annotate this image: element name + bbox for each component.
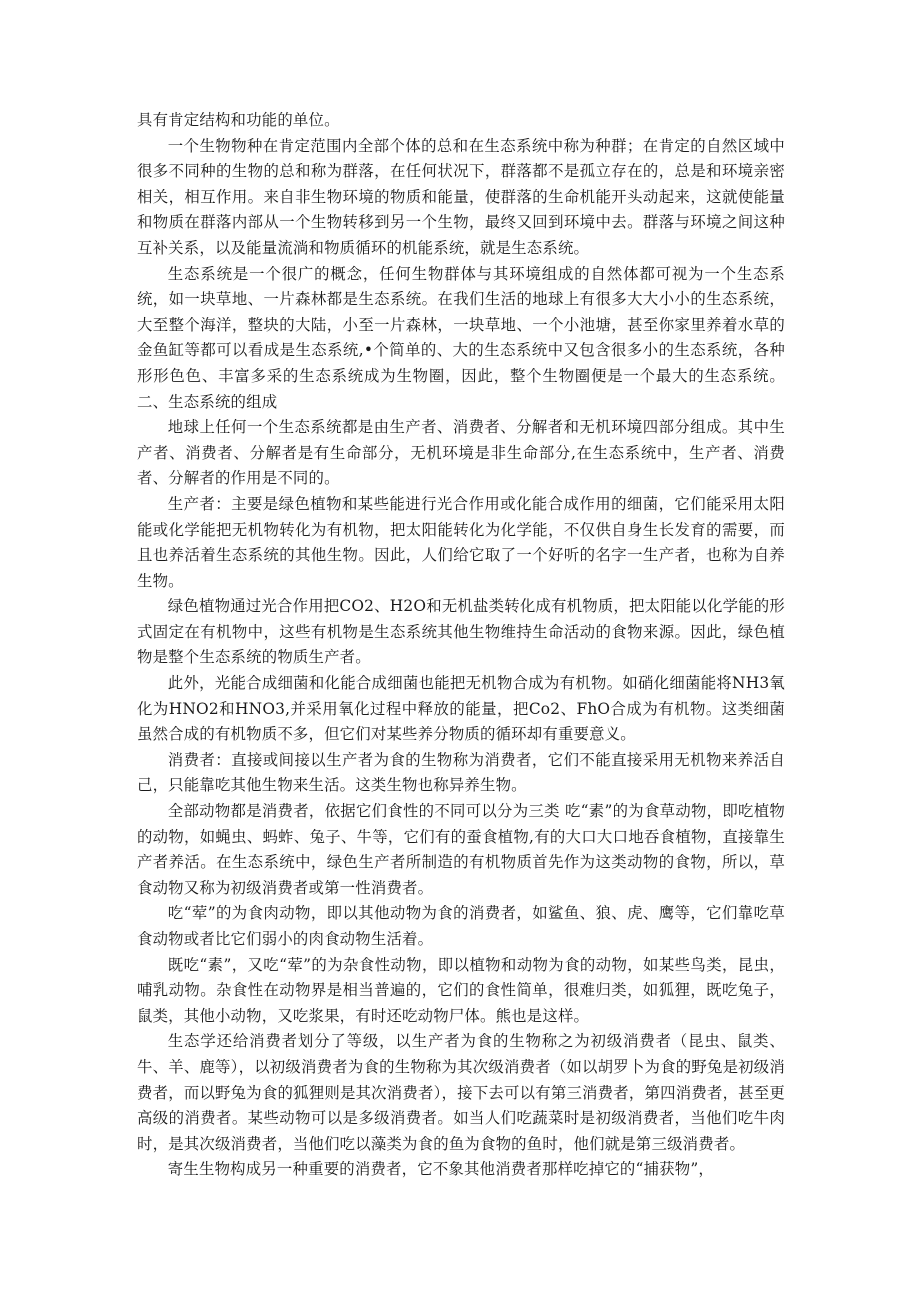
paragraph-consumers: 消费者：直接或间接以生产者为食的生物称为消费者，它们不能直接采用无机物来养活自己，只能靠吃其他生物来生活。这类生物也称异养生物。 xyxy=(137,750,785,795)
paragraph-ecosystem-composition: 地球上任何一个生态系统都是由生产者、消费者、分解者和无机环境四部分组成。其中生产者、消费者、分解者是有生命部分，无机环境是非生命部分,在生态系统中，生产者、消费者、分解者的作用是不同的。 xyxy=(137,418,785,488)
paragraph-consumer-levels: 生态学还给消费者划分了等级，以生产者为食的生物称之为初级消费者（昆虫、鼠类、牛、羊、鹿等），以初级消费者为食的生物称为其次级消费者（如以胡罗卜为食的野兔是初级消费者，而以野兔为食的狐狸则是其次消费者），接下去可以有第三消费者，第四消费者，甚至更高级的消费者。某些动物可以是多级消费者。如当人们吃蔬菜时是初级消费者，当他们吃牛肉时，是其次级消费者，当他们吃以藻类为食的鱼为食物的鱼时，他们就是第三级消费者。 xyxy=(137,1032,785,1153)
paragraph-green-plants: 绿色植物通过光合作用把CO2、H2O和无机盐类转化成有机物质，把太阳能以化学能的形式固定在有机物中，这些有机物是生态系统其他生物维持生命活动的食物来源。因此，绿色植物是整个生态系统的物质生产者。 xyxy=(137,597,785,667)
paragraph-continuation: 具有肯定结构和功能的单位。 xyxy=(137,111,340,129)
paragraph-ecosystem-concept: 生态系统是一个很广的概念，任何生物群体与其环境组成的自然体都可视为一个生态系统，如一块草地、一片森林都是生态系统。在我们生活的地球上有很多大大小小的生态系统，大至整个海洋，整块的大陆，小至一片森林，一块草地、一个小池塘，甚至你家里养着水草的金鱼缸等都可以看成是生态系统,•个简单的、大的生态系统中又包含很多小的生态系统，各种形形色色、丰富多采的生态系统成为生物圈，因此，整个生物圈便是一个最大的生态系统。二、生态系统的组成 xyxy=(137,264,785,411)
paragraph-herbivores: 全部动物都是消费者，依据它们食性的不同可以分为三类 吃“素”的为食草动物，即吃植物的动物，如蝇虫、蚂蚱、兔子、牛等，它们有的蚕食植物,有的大口大口地吞食植物，直接靠生产者养活。在生态系统中，绿色生产者所制造的有机物质首先作为这类动物的食物，所以，草食动物又称为初级消费者或第一性消费者。 xyxy=(137,802,785,897)
document-body xyxy=(137,108,785,1183)
paragraph-omnivores: 既吃“素”，又吃“荤”的为杂食性动物，即以植物和动物为食的动物，如某些鸟类，昆虫，哺乳动物。杂食性在动物界是相当普遍的，它们的食性简单，很难归类，如狐狸，既吃兔子，鼠类，其他小动物，又吃浆果，有时还吃动物尸体。熊也是这样。 xyxy=(137,955,785,1025)
paragraph-producers: 生产者：主要是绿色植物和某些能进行光合作用或化能合成作用的细菌，它们能采用太阳能或化学能把无机物转化为有机物，把太阳能转化为化学能，不仅供自身生长发育的需要，而且也养活着生态系统的其他生物。因此，人们给它取了一个好听的名字一生产者，也称为自养生物。 xyxy=(137,494,785,590)
paragraph-parasites: 寄生生物构成另一种重要的消费者，它不象其他消费者那样吃掉它的“捕获物”， xyxy=(167,1160,715,1179)
paragraph-population-community: 一个生物物种在肯定范围内全部个体的总和在生态系统中称为种群；在肯定的自然区域中很多不同种的生物的总和称为群落，在任何状况下，群落都不是孤立存在的，总是和环境亲密相关，相互作用。来自非生物环境的物质和能量，使群落的生命机能开头动起来，这就使能量和物质在群落内部从一个生物转移到另一个生物，最终又回到环境中去。群落与环境之间这种互补关系，以及能量流淌和物质循环的机能系统，就是生态系统。 xyxy=(137,136,785,257)
paragraph-bacteria: 此外，光能合成细菌和化能合成细菌也能把无机物合成为有机物。如硝化细菌能将NH3氧化为HNO2和HNO3,并采用氧化过程中释放的能量，把Co2、FhO合成为有机物。这类细菌虽然合成的有机物质不多，但它们对某些养分物质的循环却有重要意义。 xyxy=(137,674,785,744)
paragraph-carnivores: 吃“荤”的为食肉动物，即以其他动物为食的消费者，如鲨鱼、狼、虎、鹰等，它们靠吃草食动物或者比它们弱小的肉食动物生活着。 xyxy=(137,904,785,948)
